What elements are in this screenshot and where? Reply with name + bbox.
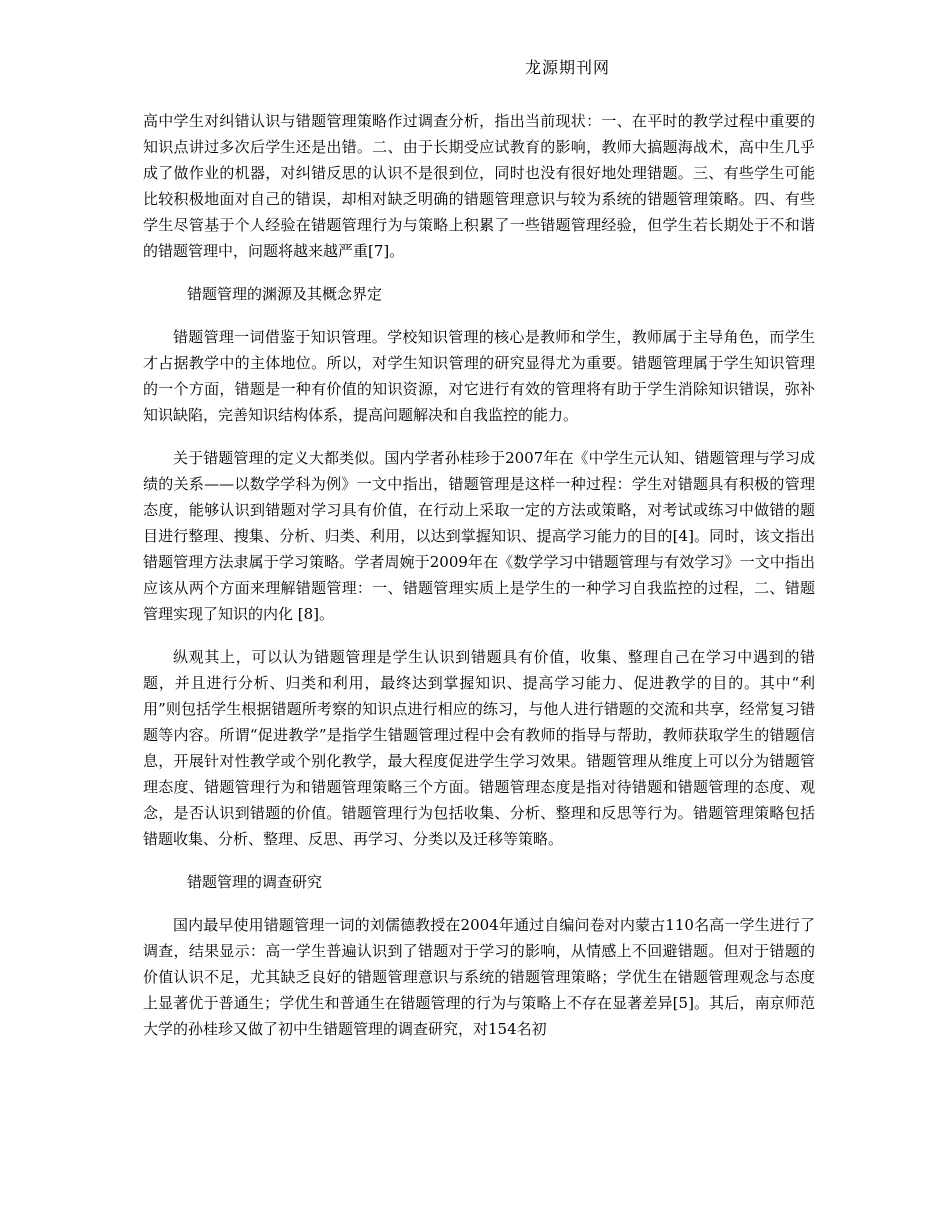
section-heading-origin-and-definition: 错题管理的渊源及其概念界定 [187,285,383,303]
paragraph-definitions: 关于错题管理的定义大都类似。国内学者孙桂珍于2007年在《中学生元认知、错题管理与学习成绩的关系——以数学学科为例》一文中指出，错题管理是这样一种过程：学生对错题具有积极的管理态度，能够认识到错题对学习具有价值，在行动上采取一定的方法或策略，对考试或练习中做错的题目进行整理、搜集、分析、归类、利用，以达到掌握知识、提高学习能力的目的[4]。同时，该文指出错题管理方法隶属于学习策略。学者周婉于2009年在《数学学习中错题管理与有效学习》一文中指出应该从两个方面来理解错题管理：一、错题管理实质上是学生的一种学习自我监控的过程，二、错题管理实现了知识的内化 [8]。 [143,449,815,623]
article-body [143,108,815,1059]
paragraph-knowledge-management: 错题管理一词借鉴于知识管理。学校知识管理的核心是教师和学生，教师属于主导角色，而学生才占据教学中的主体地位。所以，对学生知识管理的研究显得尤为重要。错题管理属于学生知识管理的一个方面，错题是一种有价值的知识资源，对它进行有效的管理将有助于学生消除知识错误，弥补知识缺陷，完善知识结构体系，提高问题解决和自我监控的能力。 [143,328,815,424]
paragraph-current-situation: 高中学生对纠错认识与错题管理策略作过调查分析，指出当前现状：一、在平时的教学过程中重要的知识点讲过多次后学生还是出错。二、由于长期受应试教育的影响，教师大搞题海战术，高中生几乎成了做作业的机器，对纠错反思的认识不是很到位，同时也没有很好地处理错题。三、有些学生可能比较积极地面对自己的错误，却相对缺乏明确的错题管理意识与较为系统的错题管理策略。四、有些学生尽管基于个人经验在错题管理行为与策略上积累了一些错题管理经验，但学生若长期处于不和谐的错题管理中，问题将越来越严重[7]。 [143,112,815,260]
paragraph-summary-definition: 纵观其上，可以认为错题管理是学生认识到错题具有价值，收集、整理自己在学习中遇到的错题，并且进行分析、归类和利用，最终达到掌握知识、提高学习能力、促进教学的目的。其中“利用”则包括学生根据错题所考察的知识点进行相应的练习，与他人进行错题的交流和共享，经常复习错题等内容。所谓“促进教学”是指学生错题管理过程中会有教师的指导与帮助，教师获取学生的错题信息，开展针对性教学或个别化教学，最大程度促进学生学习效果。错题管理从维度上可以分为错题管理态度、错题管理行为和错题管理策略三个方面。错题管理态度是指对待错题和错题管理的态度、观念，是否认识到错题的价值。错题管理行为包括收集、分析、整理和反思等行为。错题管理策略包括错题收集、分析、整理、反思、再学习、分类以及迁移等策略。 [143,648,815,848]
site-header-title: 龙源期刊网 [525,58,611,77]
paragraph-survey-research: 国内最早使用错题管理一词的刘儒德教授在2004年通过自编问卷对内蒙古110名高一学生进行了调查，结果显示：高一学生普遍认识到了错题对于学习的影响，从情感上不回避错题。但对于错题的价值认识不足，尤其缺乏良好的错题管理意识与系统的错题管理策略；学优生在错题管理观念与态度上显著优于普通生；学优生和普通生在错题管理的行为与策略上不存在显著差异[5]。其后，南京师范大学的孙桂珍又做了初中生错题管理的调查研究，对154名初 [143,916,815,1038]
section-heading-survey-research: 错题管理的调查研究 [187,873,323,891]
